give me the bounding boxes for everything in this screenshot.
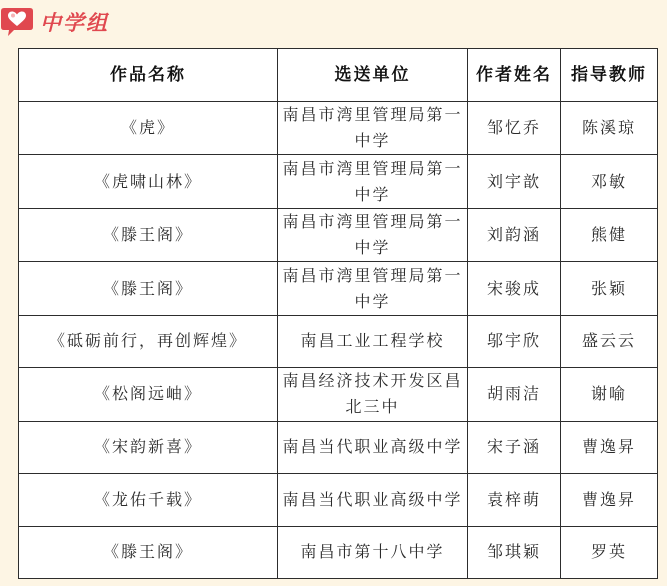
cell-work-title: 《宋韵新喜》 xyxy=(19,421,278,473)
table-row xyxy=(19,526,658,579)
table-row xyxy=(19,155,658,208)
cell-instructor: 曹逸昇 xyxy=(561,421,658,473)
cell-instructor: 罗英 xyxy=(561,526,658,579)
cell-submitting-unit: 南昌当代职业高级中学 xyxy=(278,421,468,473)
cell-author-name: 刘韵涵 xyxy=(468,208,561,261)
cell-work-title: 《滕王阁》 xyxy=(19,526,278,579)
cell-submitting-unit: 南昌市湾里管理局第一中学 xyxy=(278,208,468,261)
cell-submitting-unit: 南昌市第十八中学 xyxy=(278,526,468,579)
table-row xyxy=(19,102,658,155)
cell-author-name: 宋子涵 xyxy=(468,421,561,473)
header-instructor: 指导教师 xyxy=(561,49,658,102)
speech-bubble-heart-icon xyxy=(0,6,34,38)
header-author-name: 作者姓名 xyxy=(468,49,561,102)
cell-submitting-unit: 南昌工业工程学校 xyxy=(278,315,468,367)
table-row xyxy=(19,368,658,421)
cell-author-name: 邹忆乔 xyxy=(468,102,561,155)
cell-instructor: 熊健 xyxy=(561,208,658,261)
cell-work-title: 《松阁远岫》 xyxy=(19,368,278,421)
cell-submitting-unit: 南昌当代职业高级中学 xyxy=(278,474,468,526)
table-row xyxy=(19,474,658,526)
awards-table-container xyxy=(18,48,657,579)
cell-author-name: 邹琪颖 xyxy=(468,526,561,579)
header-submitting-unit: 选送单位 xyxy=(278,49,468,102)
table-row xyxy=(19,315,658,367)
cell-instructor: 陈溪琼 xyxy=(561,102,658,155)
cell-submitting-unit: 南昌经济技术开发区昌北三中 xyxy=(278,368,468,421)
section-header xyxy=(0,4,109,40)
cell-submitting-unit: 南昌市湾里管理局第一中学 xyxy=(278,102,468,155)
table-header-row xyxy=(19,49,658,102)
cell-work-title: 《砥砺前行，再创辉煌》 xyxy=(19,315,278,367)
awards-table xyxy=(18,48,658,579)
cell-author-name: 刘宇歆 xyxy=(468,155,561,208)
cell-work-title: 《虎啸山林》 xyxy=(19,155,278,208)
cell-work-title: 《滕王阁》 xyxy=(19,208,278,261)
cell-instructor: 谢喻 xyxy=(561,368,658,421)
table-row xyxy=(19,208,658,261)
cell-instructor: 邓敏 xyxy=(561,155,658,208)
cell-submitting-unit: 南昌市湾里管理局第一中学 xyxy=(278,262,468,315)
header-work-title: 作品名称 xyxy=(19,49,278,102)
cell-submitting-unit: 南昌市湾里管理局第一中学 xyxy=(278,155,468,208)
cell-author-name: 邬宇欣 xyxy=(468,315,561,367)
cell-author-name: 袁梓萌 xyxy=(468,474,561,526)
cell-instructor: 曹逸昇 xyxy=(561,474,658,526)
cell-work-title: 《滕王阁》 xyxy=(19,262,278,315)
table-row xyxy=(19,262,658,315)
table-row xyxy=(19,421,658,473)
cell-instructor: 盛云云 xyxy=(561,315,658,367)
cell-instructor: 张颖 xyxy=(561,262,658,315)
cell-author-name: 宋骏成 xyxy=(468,262,561,315)
cell-author-name: 胡雨洁 xyxy=(468,368,561,421)
cell-work-title: 《虎》 xyxy=(19,102,278,155)
section-title: 中学组 xyxy=(40,11,109,35)
cell-work-title: 《龙佑千载》 xyxy=(19,474,278,526)
